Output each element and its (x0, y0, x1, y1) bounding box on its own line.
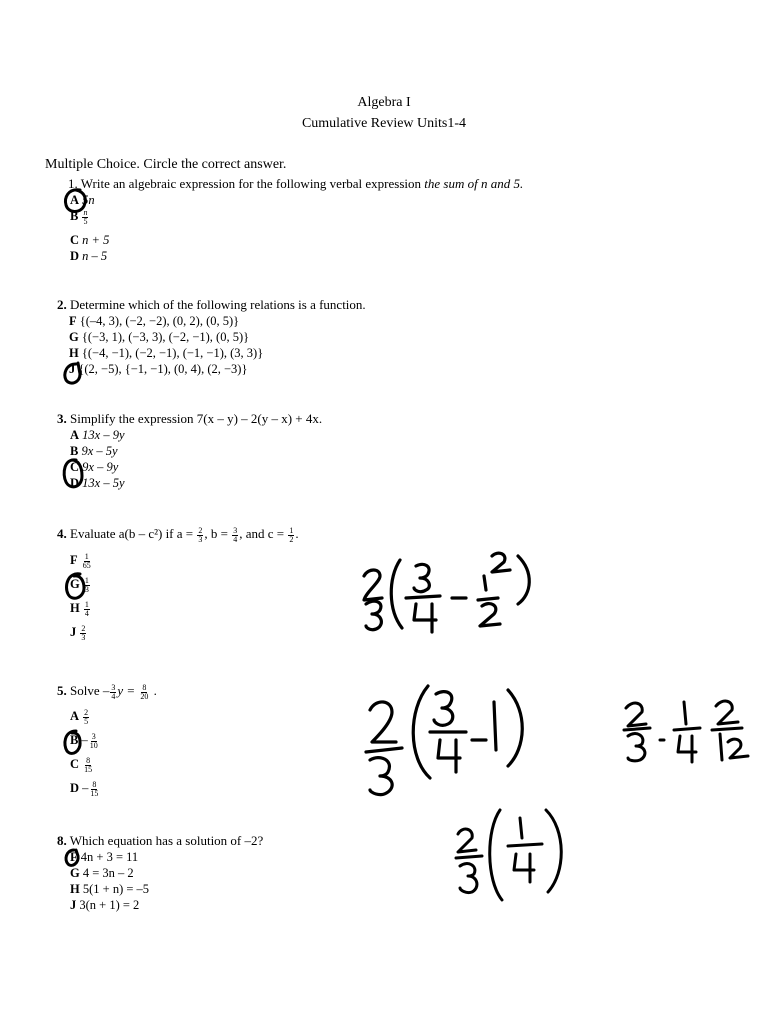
q3-b-letter: B (70, 444, 79, 458)
q2-g-letter: G (69, 330, 79, 344)
q4-b-den: 4 (233, 534, 238, 544)
q2-prompt-text: Determine which of the following relations is a function. (70, 297, 366, 312)
q8-h-letter: H (70, 882, 80, 896)
q8-answer-circle (66, 850, 78, 865)
q5-a-den: 5 (84, 716, 89, 726)
q8-f-text: 4n + 3 = 11 (80, 850, 139, 864)
q1-prompt-italic: the sum of n and 5. (424, 176, 524, 191)
q8-f-letter: F (70, 850, 78, 864)
course-title: Algebra I (357, 95, 411, 110)
q1-d-text: n – 5 (82, 249, 108, 263)
q4-f-num: 1 (84, 551, 89, 561)
q8-g-letter: G (70, 866, 80, 880)
q2-h-letter: H (69, 346, 79, 360)
q5-option-b[interactable]: B – $\frac{3}{10}$ (70, 731, 98, 750)
q5-prompt-text: Solve – (70, 683, 110, 698)
q1-d-letter: D (70, 249, 80, 263)
scratch-work-4 (456, 810, 561, 900)
q5-d-den: 15 (90, 788, 99, 798)
q5-c-letter: C (70, 757, 80, 771)
q2-j-letter: J (69, 362, 76, 376)
q1-a-letter: A (70, 193, 80, 207)
q8-h-text: 5(1 + n) = –5 (82, 882, 150, 896)
q5-coef-den: 4 (111, 691, 116, 701)
q2-f-letter: F (69, 314, 77, 328)
q2-answer-circle (65, 363, 80, 383)
q4-b-num: 3 (233, 525, 238, 535)
q3-prompt-text: Simplify the expression 7(x – y) – 2(y – x) + 4x. (70, 411, 323, 426)
q1-a-text: 5n (82, 193, 95, 207)
q1-c-letter: C (70, 233, 80, 247)
q3-c-letter: C (70, 460, 80, 474)
q5-c-num: 8 (86, 755, 91, 765)
q5-option-d[interactable]: D – $\frac{8}{15}$ (70, 779, 99, 798)
q4-a-den: 3 (198, 534, 203, 544)
q1-b-den: 5 (83, 216, 88, 226)
q4-h-letter: H (70, 601, 80, 615)
q1-prompt-text: 1. Write an algebraic expression for the following verbal expression (68, 176, 425, 191)
q5-b-letter: B (70, 733, 79, 747)
q5-rhs-den: 20 (140, 691, 149, 701)
q4-g-letter: G (70, 577, 80, 591)
q4-b-label: , b = (204, 526, 232, 541)
q5-rhs-num: 8 (142, 682, 147, 692)
q4-h-den: 4 (84, 608, 89, 618)
instructions: Multiple Choice. Circle the correct answer. (45, 157, 287, 172)
q5-answer-circle (65, 731, 80, 753)
q5-coef-num: 3 (111, 682, 116, 692)
q4-c-num: 1 (289, 525, 294, 535)
q5-d-letter: D (70, 781, 80, 795)
q3-d-letter: D (70, 476, 80, 490)
scratch-work-2 (366, 686, 522, 795)
q4-number: 4. (57, 526, 67, 541)
q3-b-text: 9x – 5y (81, 444, 118, 458)
q4-j-den: 3 (81, 632, 86, 642)
q1-answer-circle (66, 190, 86, 212)
q4-h-num: 1 (84, 599, 89, 609)
q3-number: 3. (57, 411, 67, 426)
q5-c-den: 15 (84, 764, 93, 774)
q4-j-letter: J (70, 625, 77, 639)
q4-a-num: 2 (198, 525, 203, 535)
q2-h-text: {(−4, −1), (−2, −1), (−1, −1), (3, 3)} (81, 346, 264, 360)
review-subtitle: Cumulative Review Units1-4 (301, 116, 467, 131)
q4-j-num: 2 (81, 623, 86, 633)
q3-answer-circle (64, 460, 82, 487)
q3-c-text: 9x – 9y (82, 460, 119, 474)
q1-c-text: n + 5 (82, 233, 110, 247)
q3-a-text: 13x – 9y (82, 428, 125, 442)
q5-b-den: 10 (89, 740, 98, 750)
q4-f-letter: F (70, 553, 78, 567)
q2-g-text: {(−3, 1), (−3, 3), (−2, −1), (0, 5)} (81, 330, 250, 344)
scratch-work-1 (364, 553, 529, 632)
q5-number: 5. (57, 683, 67, 698)
q5-mid-text: y = (117, 683, 139, 698)
q5-a-letter: A (70, 709, 80, 723)
question-4-prompt: 4. Evaluate a(b – c²) if a = $\frac{2}{3}$ , b = $\frac{3}{4}$ , and c = $\frac{1}{2}$ . (57, 525, 299, 544)
q5-a-num: 2 (84, 707, 89, 717)
q4-g-num: 1 (84, 575, 89, 585)
q8-prompt-text: Which equation has a solution of –2? (69, 833, 264, 848)
question-5-prompt: 5. Solve – $\frac{3}{4}$ y = $\frac{8}{20}$ . (57, 682, 157, 701)
q8-j-letter: J (70, 898, 77, 912)
q3-d-text: 13x – 5y (82, 476, 125, 490)
q8-j-text: 3(n + 1) = 2 (79, 898, 140, 912)
q3-a-letter: A (70, 428, 80, 442)
q2-f-text: {(–4, 3), (−2, −2), (0, 2), (0, 5)} (79, 314, 240, 328)
q8-number: 8. (57, 833, 67, 848)
q4-prompt-text: Evaluate a(b – c²) if a = (70, 526, 197, 541)
q1-b-letter: B (70, 209, 79, 223)
q5-b-num: 3 (91, 731, 96, 741)
q4-c-label: , and c = (239, 526, 288, 541)
q4-c-den: 2 (289, 534, 294, 544)
scratch-work-3 (624, 701, 748, 762)
q1-b-num: n (83, 207, 88, 217)
q2-number: 2. (57, 297, 67, 312)
q4-answer-circle (67, 574, 85, 598)
q5-d-num: 8 (92, 779, 97, 789)
q8-g-text: 4 = 3n – 2 (82, 866, 134, 880)
q2-j-text: {(2, −5), {−1, −1), (0, 4), (2, −3)} (78, 362, 248, 376)
q4-f-den: 65 (82, 560, 91, 570)
q4-g-den: 3 (84, 584, 89, 594)
